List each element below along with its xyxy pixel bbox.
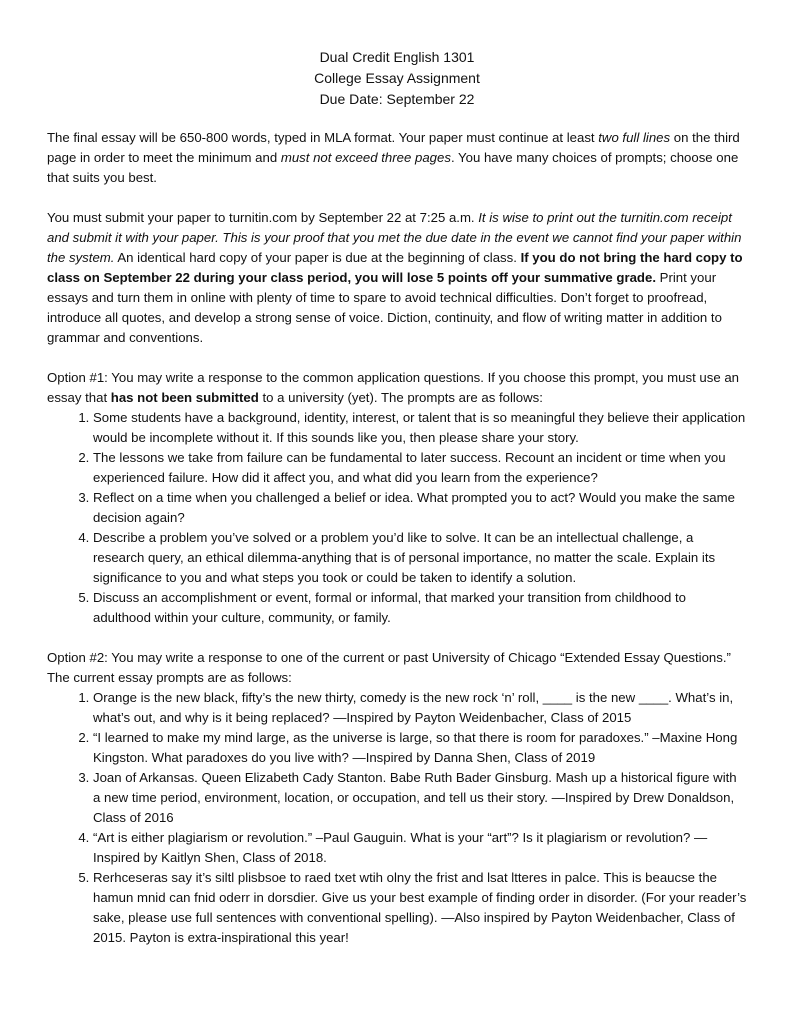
option1-intro-text-1: Option #1: You may write a response to the common application questions. If you choose this prompt, you must use an essay that	[47, 370, 740, 405]
list-item: 5. Rerhceseras say it’s siltl plisbsoe to raed txet wtih olny the frist and lsat ltteres in palce. This is beaucse the hamun mnid can fnid oderr in dorsdier. Give us your best example of finding order in disorder. (For your reader’s sake, please use full sentences with conventional spelling). —Also inspired by Payton Weidenbacher, Class of 2015. Payton is extra-inspirational this year!	[93, 868, 747, 948]
submission-emphasis: It is wise to print out the turnitin.com receipt and submit it with your paper. This is your proof that you met the due date in the event we cannot find your paper within the system.	[47, 210, 742, 265]
option1-intro	[47, 368, 747, 408]
submission-text-1: You must submit your paper to turnitin.com by September 22 at 7:25 a.m.	[47, 210, 479, 225]
submission-warning: If you do not bring the hard copy to class on September 22 during your class period, you will lose 5 points off your summative grade.	[47, 250, 743, 285]
intro-emphasis-1: two full lines	[598, 130, 671, 145]
course-title: Dual Credit English 1301	[319, 49, 475, 65]
assignment-title: College Essay Assignment	[314, 70, 480, 86]
list-item: 5. Discuss an accomplishment or event, formal or informal, that marked your transition from childhood to adulthood within your culture, community, or family.	[93, 588, 747, 628]
intro-text-3: . You have many choices of prompts; choose one that suits you best.	[47, 150, 739, 185]
submission-paragraph	[47, 208, 747, 348]
list-item: 1. Some students have a background, identity, interest, or talent that is so meaningful they believe their application would be incomplete without it. If this sounds like you, then please share your story.	[93, 408, 747, 448]
option1-prompt-list	[47, 408, 747, 628]
intro-text-2: on the third page in order to meet the minimum and	[47, 130, 740, 165]
document-page	[47, 47, 747, 948]
list-item: 3. Joan of Arkansas. Queen Elizabeth Cady Stanton. Babe Ruth Bader Ginsburg. Mash up a historical figure with a new time period, environment, location, or occupation, and tell us their story. —Inspired by Drew Donaldson, Class of 2016	[93, 768, 747, 828]
list-item: 2. “I learned to make my mind large, as the universe is large, so that there is room for paradoxes.” –Maxine Hong Kingston. What paradoxes do you live with? —Inspired by Danna Shen, Class of 2019	[93, 728, 747, 768]
intro-text-1: The final essay will be 650-800 words, typed in MLA format. Your paper must continue at least	[47, 130, 599, 145]
list-item: 4. Describe a problem you’ve solved or a problem you’d like to solve. It can be an intellectual challenge, a research query, an ethical dilemma-anything that is of personal importance, no matter the scale. Explain its significance to you and what steps you took or could be taken to identify a solution.	[93, 528, 747, 588]
submission-text-3: Print your essays and turn them in online with plenty of time to spare to avoid technical difficulties. Don’t forget to proofread, introduce all quotes, and develop a strong sense of voice. Diction, continuity, and flow of writing matter in addition to grammar and conventions.	[47, 270, 722, 345]
option2-prompt-list	[47, 688, 747, 948]
intro-paragraph	[47, 128, 747, 188]
document-header	[47, 47, 747, 110]
list-item: 1. Orange is the new black, fifty’s the new thirty, comedy is the new rock ‘n’ roll, ____ is the new ____. What’s in, what’s out, and why is it being replaced? —Inspired by Payton Weidenbacher, Class of 2015	[93, 688, 747, 728]
option1-intro-bold: has not been submitted	[110, 390, 259, 405]
option1-intro-text-2: to a university (yet). The prompts are as follows:	[258, 390, 543, 405]
due-date: Due Date: September 22	[319, 91, 475, 107]
submission-text-2: An identical hard copy of your paper is due at the beginning of class.	[114, 250, 521, 265]
intro-emphasis-2: must not exceed three pages	[280, 150, 451, 165]
option2-intro: Option #2: You may write a response to one of the current or past University of Chicago “Extended Essay Questions.” The current essay prompts are as follows:	[47, 650, 731, 685]
list-item: 3. Reflect on a time when you challenged a belief or idea. What prompted you to act? Would you make the same decision again?	[93, 488, 747, 528]
list-item: 2. The lessons we take from failure can be fundamental to later success. Recount an incident or time when you experienced failure. How did it affect you, and what did you learn from the experience?	[93, 448, 747, 488]
list-item: 4. “Art is either plagiarism or revolution.” –Paul Gauguin. What is your “art”? Is it plagiarism or revolution? —Inspired by Kaitlyn Shen, Class of 2018.	[93, 828, 747, 868]
